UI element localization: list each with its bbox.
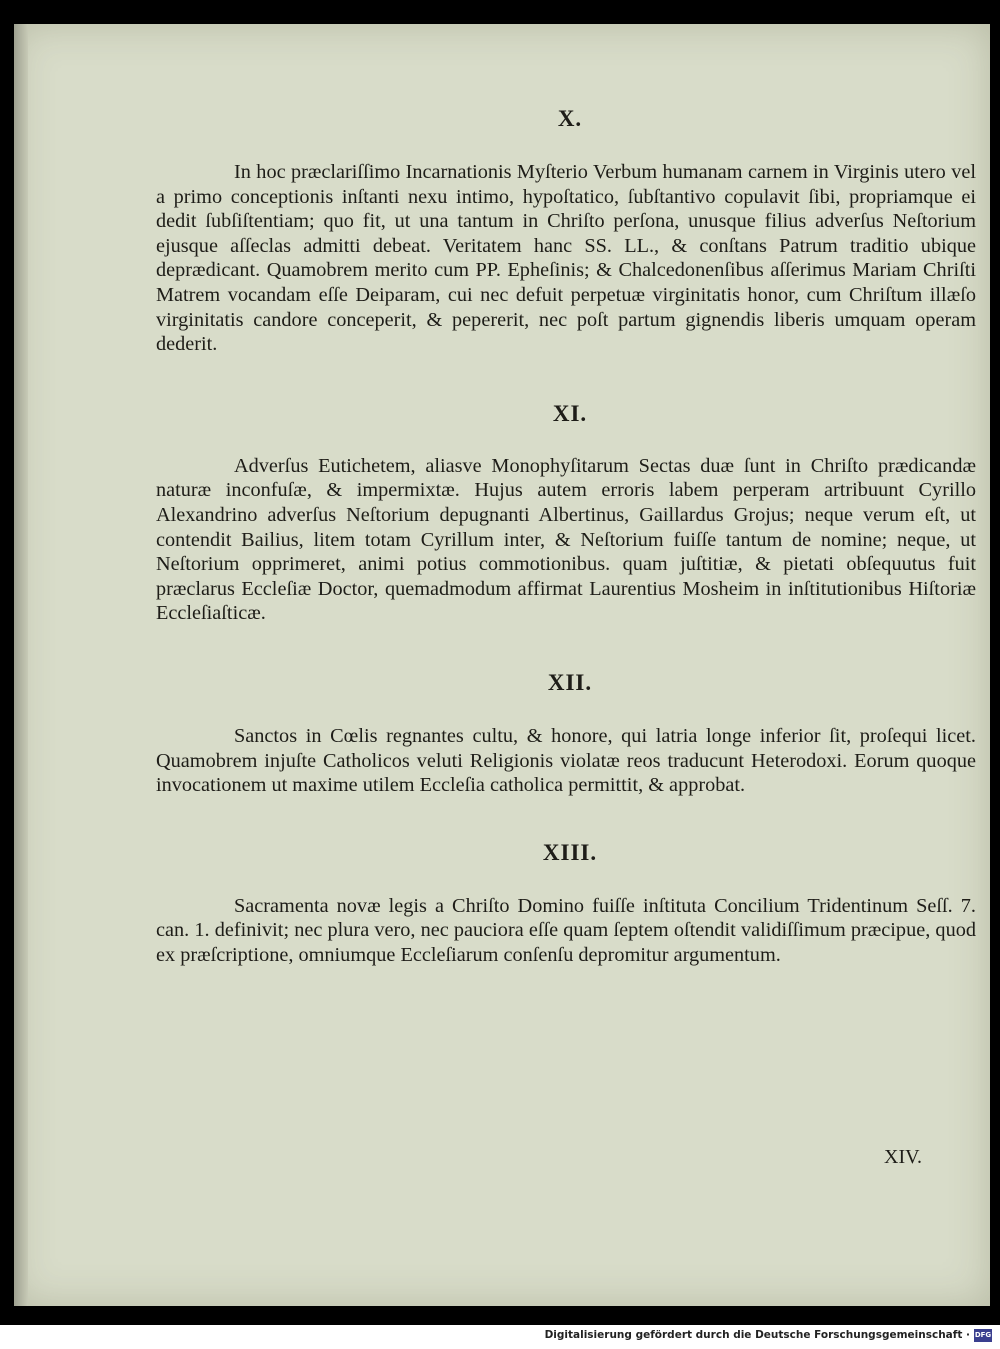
section-paragraph-xiii: Sacramenta novæ legis a Chriſto Domino fuiſſe inſtituta Concilium Tridentinum Seſſ. 7. can. 1. definivit; nec plura vero, nec pauciora eſſe quam ſeptem oſtendit validiſſimum præcipue, quod ex præſcriptione, omniumque Eccleſiarum conſenſu depromitur argumentum. [156,894,976,966]
page-text [156,104,976,967]
page-binding-edge [14,24,28,1306]
funding-credit: Digitalisierung gefördert durch die Deutsche Forschungsgemeinschaft · [544,1329,970,1341]
section-heading-xii: XII. [547,669,593,695]
section-paragraph-x: In hoc præclariſſimo Incarnationis Myſterio Verbum humanam carnem in Virginis utero vel a primo conceptionis inſtanti nexu intimo, hypoſtatico, ſubſtantivo copulavit ſibi, propriamque ei dedit ſubſiſtentiam; quo fit, ut una tantum in Chriſto perſona, unusque filius adverſus Neſtorium ejusque aſſeclas admitti debeat. Veritatem hanc SS. LL., & conſtans Patrum traditio ubique deprædicant. Quamobrem merito cum PP. Epheſinis; & Chalcedonenſibus aſſerimus Mariam Chriſti Matrem vocandam eſſe Deiparam, cui nec defuit perpetuæ virginitatis honor, cum Chriſtum illæſo virginitatis candore conceperit, & pepererit, nec poſt partum gignendis liberis umquam operam dederit. [156,161,976,356]
section-heading-xiii: XIII. [542,839,598,865]
catchword: XIV. [884,1146,922,1168]
section-paragraph-xii: Sanctos in Cœlis regnantes cultu, & honore, qui latria longe inferior ſit, proſequi licet. Quamobrem injuſte Catholicos veluti Religionis violatæ reos traducunt Heterodoxi. Eorum quoque invocationem ut maxime utilem Eccleſia catholica permittit, & approbat. [156,724,976,797]
dfg-logo-icon: DFG [974,1329,992,1342]
section-paragraph-xi: Adverſus Eutichetem, aliasve Monophyſitarum Sectas duæ ſunt in Chriſto prædicandæ naturæ inconfuſæ, & impermixtæ. Hujus autem erroris labem perperam artribuunt Cyrillo Alexandrino adverſus Neſtorium depugnanti Albertinus, Gaillardus Grojus; neque verum eſt, ut contendit Bailius, litem totam Cyrillum inter, & Neſtorium fuiſſe tantum de nomine; neque, ut Neſtorium opprimeret, animi potius commotionibus. quam juſtitiæ, & pietati obſequutus fuit præclarus Eccleſiæ Doctor, quemadmodum affirmat Laurentius Mosheim in inſtitutionibus Hiſtoriæ Eccleſiaſticæ. [156,454,976,625]
book-page [14,24,990,1306]
section-heading-x: X. [557,106,583,131]
digitization-footer [0,1325,1000,1349]
section-heading-xi: XI. [552,400,588,426]
